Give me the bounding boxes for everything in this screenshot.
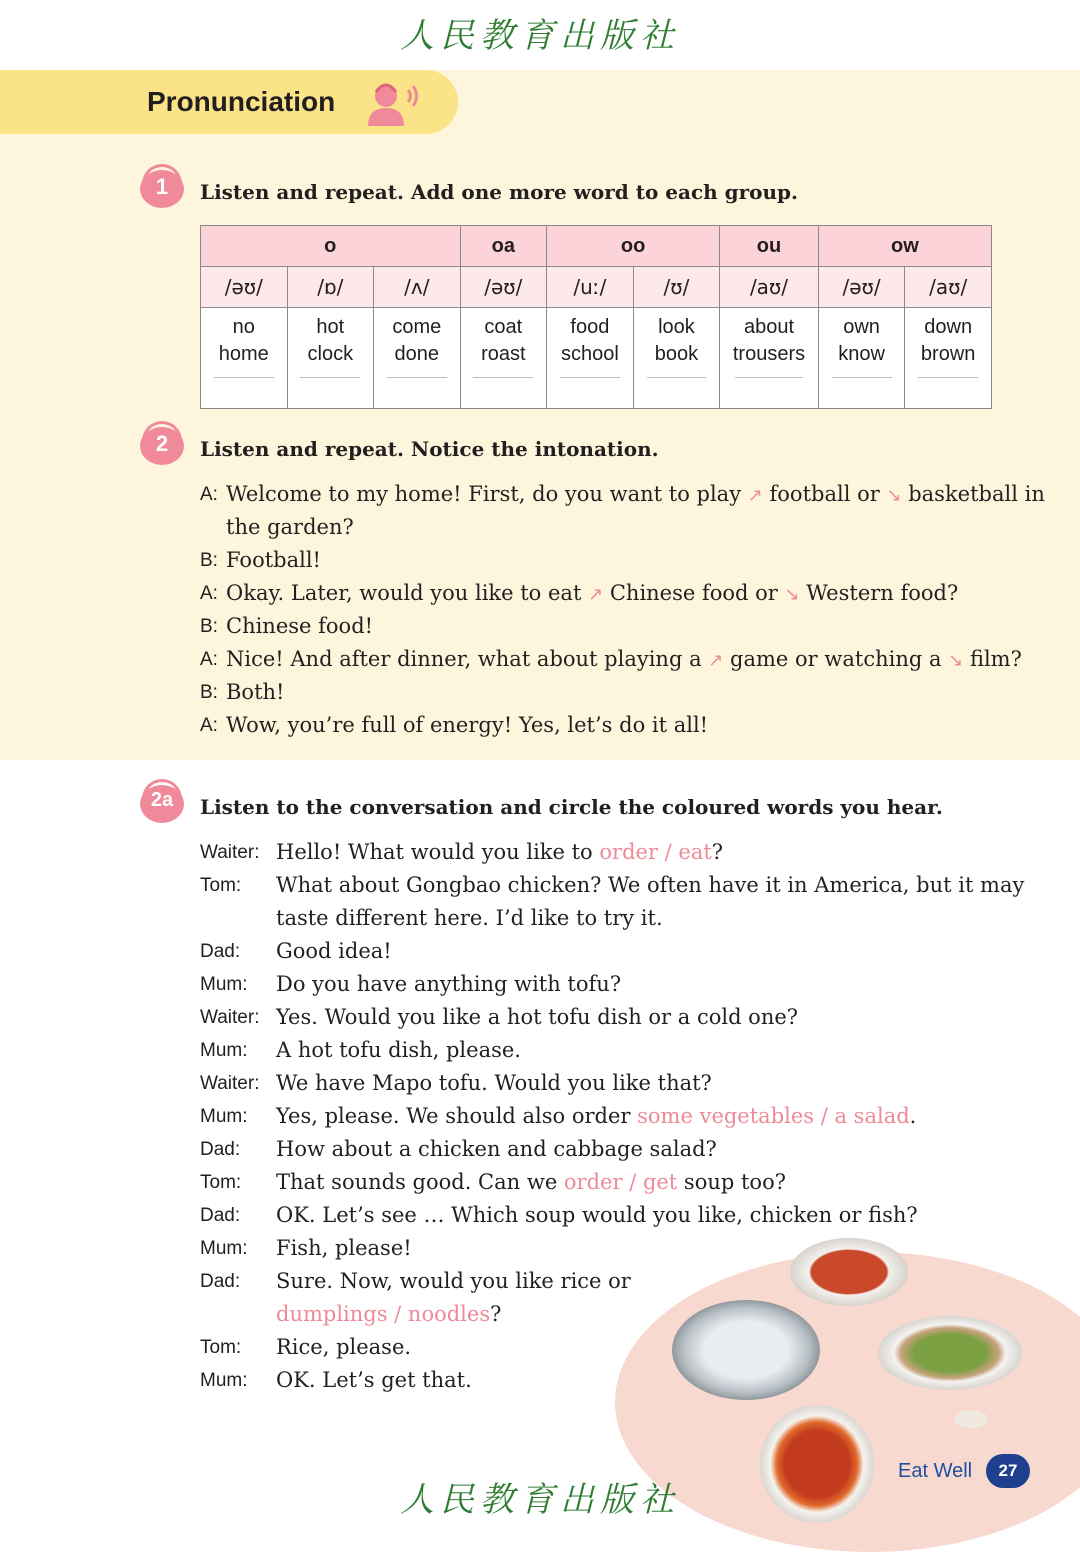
ipa-cell: /ɒ/ xyxy=(287,267,373,308)
exercise-2-instruction: Listen and repeat. Notice the intonation. xyxy=(200,437,659,461)
chicken-cabbage-salad-image xyxy=(878,1316,1022,1390)
conversation-text xyxy=(276,1137,717,1161)
text-segment: OK. Let’s get that. xyxy=(276,1368,472,1392)
answer-blank[interactable] xyxy=(214,376,274,378)
group-header: oo xyxy=(547,226,720,267)
rising-intonation-icon: ↗ xyxy=(588,584,604,605)
text-segment: . xyxy=(909,1104,917,1128)
word-cell: food school xyxy=(547,308,634,409)
conversation-text xyxy=(276,1038,521,1062)
speaking-person-icon xyxy=(364,80,420,126)
word-cell: no home xyxy=(201,308,288,409)
text-segment: Rice, please. xyxy=(276,1335,412,1359)
text-segment: A hot tofu dish, please. xyxy=(276,1038,521,1062)
coloured-word-choice[interactable]: order / eat xyxy=(599,840,712,864)
word-cell: own know xyxy=(818,308,905,409)
conversation-text xyxy=(276,1269,631,1293)
speaker-label: A: xyxy=(200,649,218,670)
ipa-cell: /əʊ/ xyxy=(818,267,905,308)
speaker-label: Waiter: xyxy=(200,842,260,863)
text-segment: ? xyxy=(490,1302,502,1326)
group-header: o xyxy=(201,226,461,267)
speaker-label: Tom: xyxy=(200,1172,242,1193)
text-segment: soup too? xyxy=(677,1170,786,1194)
text-segment: game or watching a xyxy=(723,647,949,671)
dialogue-text xyxy=(226,548,321,572)
conversation-text xyxy=(276,1005,798,1029)
coloured-word-choice[interactable]: dumplings / noodles xyxy=(276,1302,491,1326)
conversation-text xyxy=(276,1203,918,1227)
speaker-label: Mum: xyxy=(200,1106,248,1127)
dialogue-text xyxy=(226,515,354,539)
speaker-label: A: xyxy=(200,484,218,505)
conversation-text xyxy=(276,1368,472,1392)
falling-intonation-icon: ↘ xyxy=(948,650,964,671)
conversation-text xyxy=(276,873,1024,897)
answer-blank[interactable] xyxy=(735,376,803,378)
ipa-cell: /ʌ/ xyxy=(374,267,461,308)
coloured-word-choice[interactable]: some vegetables / a salad xyxy=(637,1104,910,1128)
answer-blank[interactable] xyxy=(473,376,533,378)
conversation-text xyxy=(276,972,621,996)
conversation-text xyxy=(276,840,723,864)
conversation-text xyxy=(276,1071,712,1095)
text-segment: Nice! And after dinner, what about playing a xyxy=(226,647,709,671)
text-segment: taste different here. I’d like to try it. xyxy=(276,906,663,930)
answer-blank[interactable] xyxy=(832,376,892,378)
dialogue-text xyxy=(226,713,708,737)
publisher-watermark-bottom: 人民教育出版社 xyxy=(400,1480,680,1520)
dialogue-text xyxy=(226,680,284,704)
text-segment: Wow, you’re full of energy! Yes, let’s do it all! xyxy=(226,713,709,737)
text-segment: football or xyxy=(762,482,887,506)
speaker-label: Waiter: xyxy=(200,1007,260,1028)
speaker-label: A: xyxy=(200,715,218,736)
text-segment: Both! xyxy=(226,680,285,704)
ipa-cell: /əʊ/ xyxy=(201,267,288,308)
speaker-label: Dad: xyxy=(200,1205,241,1226)
text-segment: Welcome to my home! First, do you want to play xyxy=(226,482,748,506)
text-segment: How about a chicken and cabbage salad? xyxy=(276,1137,717,1161)
word-cell: look book xyxy=(633,308,719,409)
text-segment: OK. Let’s see … Which soup would you like, chicken or fish? xyxy=(276,1203,918,1227)
speaker-label: B: xyxy=(200,682,218,703)
exercise-1-instruction: Listen and repeat. Add one more word to each group. xyxy=(200,180,798,204)
exercise-2a-number-badge: 2a xyxy=(140,779,188,827)
conversation-text xyxy=(276,939,392,963)
group-header: oa xyxy=(460,226,546,267)
exercise-2a-instruction: Listen to the conversation and circle the coloured words you hear. xyxy=(200,795,943,819)
speaker-label: Dad: xyxy=(200,1271,241,1292)
dialogue-text xyxy=(226,581,958,605)
coloured-word-choice[interactable]: order / get xyxy=(563,1170,678,1194)
text-segment: Yes, please. We should also order xyxy=(276,1104,638,1128)
unit-label: Eat Well xyxy=(898,1460,973,1482)
conversation-text xyxy=(276,1302,501,1326)
dialogue-text xyxy=(226,647,1022,671)
text-segment: Sure. Now, would you like rice or xyxy=(276,1269,631,1293)
conversation-text xyxy=(276,1104,916,1128)
publisher-watermark-top: 人民教育出版社 xyxy=(400,16,680,56)
text-segment: What about Gongbao chicken? We often have it in America, but it may xyxy=(276,873,1025,897)
text-segment: Yes. Would you like a hot tofu dish or a cold one? xyxy=(276,1005,799,1029)
word-cell: hot clock xyxy=(287,308,373,409)
word-cell: down brown xyxy=(905,308,992,409)
ipa-cell: /ʊ/ xyxy=(633,267,719,308)
text-segment: Western food? xyxy=(799,581,959,605)
text-segment: Do you have anything with tofu? xyxy=(276,972,622,996)
text-segment: We have Mapo tofu. Would you like that? xyxy=(276,1071,712,1095)
speaker-label: B: xyxy=(200,616,218,637)
speaker-label: Dad: xyxy=(200,941,241,962)
section-title: Pronunciation xyxy=(147,86,336,117)
falling-intonation-icon: ↘ xyxy=(784,584,800,605)
text-segment: the garden? xyxy=(226,515,354,539)
fish-soup-pot-image xyxy=(672,1300,820,1400)
text-segment: Football! xyxy=(226,548,321,572)
conversation-text xyxy=(276,1170,786,1194)
conversation-text xyxy=(276,1335,411,1359)
text-segment: Okay. Later, would you like to eat xyxy=(226,581,589,605)
ipa-cell: /aʊ/ xyxy=(720,267,819,308)
answer-blank[interactable] xyxy=(647,376,707,378)
speaker-label: Mum: xyxy=(200,1238,248,1259)
word-cell: about trousers xyxy=(720,308,819,409)
answer-blank[interactable] xyxy=(560,376,620,378)
text-segment: Good idea! xyxy=(276,939,392,963)
speaker-label: A: xyxy=(200,583,218,604)
conversation-text xyxy=(276,906,663,930)
speaker-label: Waiter: xyxy=(200,1073,260,1094)
answer-blank[interactable] xyxy=(387,376,447,378)
falling-intonation-icon: ↘ xyxy=(886,485,902,506)
text-segment: Chinese food or xyxy=(603,581,785,605)
speaker-label: Mum: xyxy=(200,1040,248,1061)
dialogue-text xyxy=(226,482,1045,506)
rising-intonation-icon: ↗ xyxy=(708,650,724,671)
word-cell: come done xyxy=(374,308,461,409)
speaker-label: Mum: xyxy=(200,1370,248,1391)
group-header: ow xyxy=(818,226,991,267)
speaker-label: Tom: xyxy=(200,875,242,896)
answer-blank[interactable] xyxy=(300,376,360,378)
ipa-cell: /uː/ xyxy=(547,267,634,308)
exercise-2-number-badge: 2 xyxy=(140,421,188,469)
mapo-tofu-dish-image xyxy=(790,1238,908,1306)
ipa-cell: /aʊ/ xyxy=(905,267,992,308)
conversation-text xyxy=(276,1236,412,1260)
answer-blank[interactable] xyxy=(918,376,978,378)
exercise-1-number-badge: 1 xyxy=(140,164,188,212)
dialogue-text xyxy=(226,614,373,638)
sauce-dish-image xyxy=(954,1410,988,1428)
ipa-cell: /əʊ/ xyxy=(460,267,546,308)
rising-intonation-icon: ↗ xyxy=(747,485,763,506)
text-segment: basketball in xyxy=(901,482,1045,506)
text-segment: Chinese food! xyxy=(226,614,374,638)
group-header: ou xyxy=(720,226,819,267)
text-segment: That sounds good. Can we xyxy=(276,1170,564,1194)
text-segment: Hello! What would you like to xyxy=(276,840,600,864)
speaker-label: Tom: xyxy=(200,1337,242,1358)
page-number-badge: 27 xyxy=(986,1454,1030,1488)
speaker-label: Dad: xyxy=(200,1139,241,1160)
text-segment: Fish, please! xyxy=(276,1236,412,1260)
text-segment: ? xyxy=(711,840,724,864)
text-segment: film? xyxy=(963,647,1022,671)
speaker-label: B: xyxy=(200,550,218,571)
word-cell: coat roast xyxy=(460,308,546,409)
phonics-table xyxy=(200,225,992,409)
speaker-label: Mum: xyxy=(200,974,248,995)
